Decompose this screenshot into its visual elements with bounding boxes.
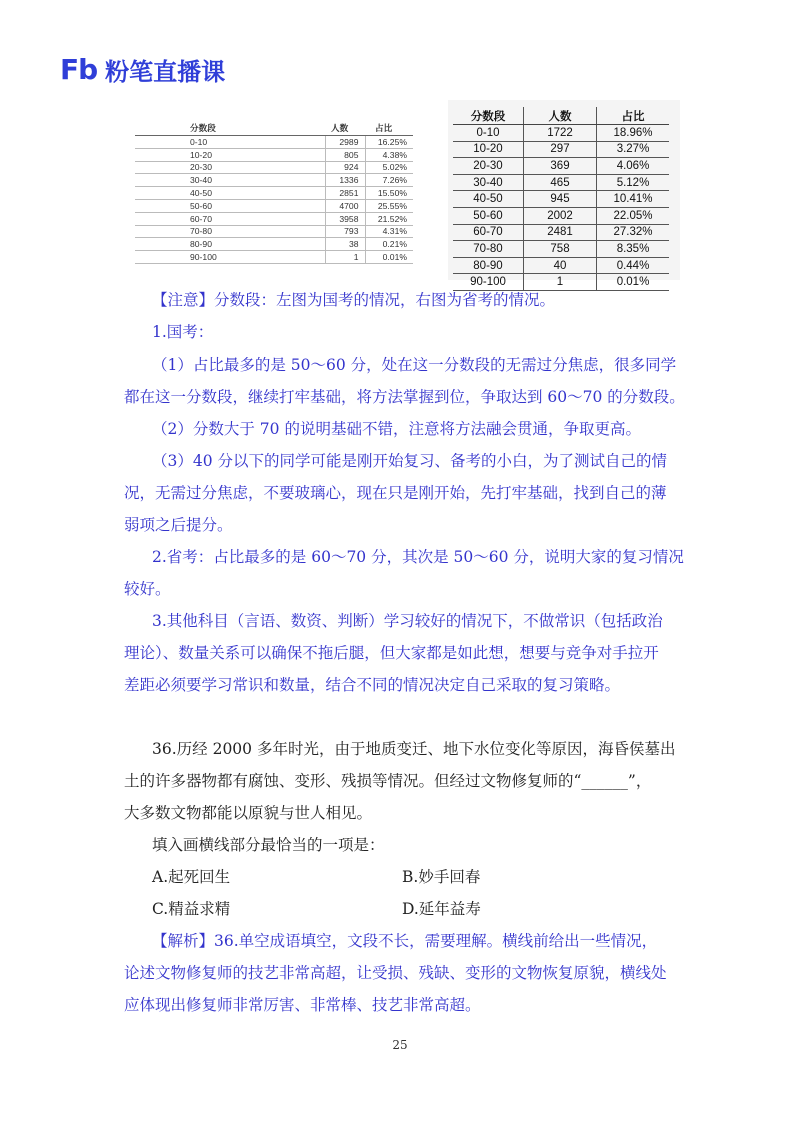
cell-ratio: 7.26% (365, 174, 413, 187)
note-intro: 【注意】分数段：左图为国考的情况，右图为省考的情况。 (152, 291, 556, 309)
cell-ratio: 5.12% (597, 174, 670, 191)
cell-ratio: 8.35% (597, 241, 670, 258)
cell-range: 30-40 (135, 174, 325, 187)
cell-ratio: 0.44% (597, 257, 670, 274)
table-row (453, 174, 669, 191)
cell-ratio: 4.38% (365, 148, 413, 161)
note-shengkao-a: 2.省考：占比最多的是 60～70 分，其次是 50～60 分，说明大家的复习情况 (152, 548, 684, 566)
table-row (453, 158, 669, 175)
cell-range: 30-40 (453, 174, 524, 191)
cell-count: 945 (524, 191, 597, 208)
table-row (135, 174, 413, 187)
table-row (135, 161, 413, 174)
cell-range: 40-50 (135, 187, 325, 200)
cell-range: 0-10 (453, 125, 524, 142)
cell-range: 90-100 (135, 251, 325, 264)
table-row (135, 187, 413, 200)
cell-count: 1 (524, 274, 597, 291)
note-shengkao-b: 较好。 (124, 580, 171, 598)
note-other-c: 差距必须要学习常识和数量，结合不同的情况决定自己采取的复习策略。 (124, 676, 621, 694)
table-row (453, 125, 669, 142)
cell-range: 50-60 (453, 207, 524, 224)
cell-ratio: 10.41% (597, 191, 670, 208)
cell-count: 2002 (524, 207, 597, 224)
cell-count: 369 (524, 158, 597, 175)
cell-range: 50-60 (135, 199, 325, 212)
table-row (135, 212, 413, 225)
cell-count: 1336 (325, 174, 365, 187)
cell-ratio: 0.01% (597, 274, 670, 291)
header-ratio: 占比 (597, 107, 670, 125)
cell-count: 2851 (325, 187, 365, 200)
national-exam-table (135, 121, 413, 264)
cell-count: 1 (325, 251, 365, 264)
cell-count: 805 (325, 148, 365, 161)
logo-mark: Fb (60, 53, 98, 86)
cell-range: 10-20 (453, 141, 524, 158)
table-row (453, 241, 669, 258)
cell-range: 0-10 (135, 136, 325, 149)
cell-count: 924 (325, 161, 365, 174)
header-score-range: 分数段 (453, 107, 524, 125)
analysis-line-3: 应体现出修复师非常厉害、非常棒、技艺非常高超。 (124, 996, 481, 1014)
cell-range: 20-30 (453, 158, 524, 175)
question-stem-c: 大多数文物都能以原貌与世人相见。 (124, 804, 373, 822)
question-prompt: 填入画横线部分最恰当的一项是： (152, 836, 385, 854)
cell-range: 60-70 (135, 212, 325, 225)
cell-count: 2989 (325, 136, 365, 149)
header-score-range: 分数段 (135, 121, 325, 136)
cell-ratio: 0.01% (365, 251, 413, 264)
cell-count: 2481 (524, 224, 597, 241)
table-row (453, 191, 669, 208)
cell-ratio: 4.31% (365, 225, 413, 238)
note-guokao-3a: （3）40 分以下的同学可能是刚开始复习、备考的小白，为了测试自己的情 (152, 452, 668, 470)
note-guokao-3b: 况，无需过分焦虑，不要玻璃心，现在只是刚开始，先打牢基础，找到自己的薄 (124, 484, 667, 502)
page-number: 25 (392, 1038, 408, 1052)
header-count: 人数 (524, 107, 597, 125)
cell-range: 60-70 (453, 224, 524, 241)
cell-count: 38 (325, 238, 365, 251)
cell-ratio: 16.25% (365, 136, 413, 149)
table-row (453, 141, 669, 158)
cell-ratio: 18.96% (597, 125, 670, 142)
cell-range: 70-80 (453, 241, 524, 258)
cell-ratio: 27.32% (597, 224, 670, 241)
cell-count: 4700 (325, 199, 365, 212)
table-header-row (453, 107, 669, 125)
header-ratio: 占比 (365, 121, 413, 136)
cell-count: 3958 (325, 212, 365, 225)
note-guokao-3c: 弱项之后提分。 (124, 516, 233, 534)
brand-logo (60, 52, 225, 87)
table-row (135, 225, 413, 238)
cell-count: 297 (524, 141, 597, 158)
cell-ratio: 0.21% (365, 238, 413, 251)
cell-ratio: 5.02% (365, 161, 413, 174)
table-row (453, 257, 669, 274)
table-row (135, 199, 413, 212)
table-row (135, 148, 413, 161)
cell-ratio: 3.27% (597, 141, 670, 158)
cell-count: 40 (524, 257, 597, 274)
table-row (135, 238, 413, 251)
cell-count: 1722 (524, 125, 597, 142)
note-guokao-title: 1.国考： (152, 323, 214, 341)
question-stem-b: 土的许多器物都有腐蚀、变形、残损等情况。但经过文物修复师的“______”， (124, 772, 652, 790)
cell-count: 758 (524, 241, 597, 258)
cell-ratio: 21.52% (365, 212, 413, 225)
option-b: B.妙手回春 (402, 868, 481, 886)
cell-ratio: 22.05% (597, 207, 670, 224)
table-header-row (135, 121, 413, 136)
cell-range: 40-50 (453, 191, 524, 208)
table-row (453, 207, 669, 224)
cell-range: 90-100 (453, 274, 524, 291)
brand-name: 粉笔直播课 (105, 58, 226, 86)
cell-ratio: 15.50% (365, 187, 413, 200)
cell-range: 80-90 (453, 257, 524, 274)
note-guokao-1a: （1）占比最多的是 50～60 分，处在这一分数段的无需过分焦虑，很多同学 (152, 356, 677, 374)
header-count: 人数 (325, 121, 365, 136)
analysis-line-1: 【解析】36.单空成语填空，文段不长，需要理解。横线前给出一些情况， (152, 932, 658, 950)
cell-ratio: 4.06% (597, 158, 670, 175)
note-guokao-2: （2）分数大于 70 的说明基础不错，注意将方法融会贯通，争取更高。 (152, 420, 641, 438)
cell-range: 70-80 (135, 225, 325, 238)
cell-range: 20-30 (135, 161, 325, 174)
table-row (135, 251, 413, 264)
question-stem-a: 36.历经 2000 多年时光，由于地质变迁、地下水位变化等原因，海昏侯墓出 (152, 740, 676, 758)
cell-count: 465 (524, 174, 597, 191)
note-other-b: 理论）、数量关系可以确保不拖后腿，但大家都是如此想，想要与竞争对手拉开 (124, 644, 659, 662)
table-row (135, 136, 413, 149)
option-d: D.延年益寿 (402, 900, 481, 918)
option-a: A.起死回生 (152, 868, 231, 886)
provincial-exam-table (453, 107, 669, 291)
cell-count: 793 (325, 225, 365, 238)
table-row (453, 224, 669, 241)
cell-range: 80-90 (135, 238, 325, 251)
note-other-a: 3.其他科目（言语、数资、判断）学习较好的情况下，不做常识（包括政治 (152, 612, 663, 630)
cell-ratio: 25.55% (365, 199, 413, 212)
cell-range: 10-20 (135, 148, 325, 161)
note-guokao-1b: 都在这一分数段，继续打牢基础，将方法掌握到位，争取达到 60～70 的分数段。 (124, 388, 685, 406)
option-c: C.精益求精 (152, 900, 231, 918)
analysis-line-2: 论述文物修复师的技艺非常高超，让受损、残缺、变形的文物恢复原貌，横线处 (124, 964, 667, 982)
